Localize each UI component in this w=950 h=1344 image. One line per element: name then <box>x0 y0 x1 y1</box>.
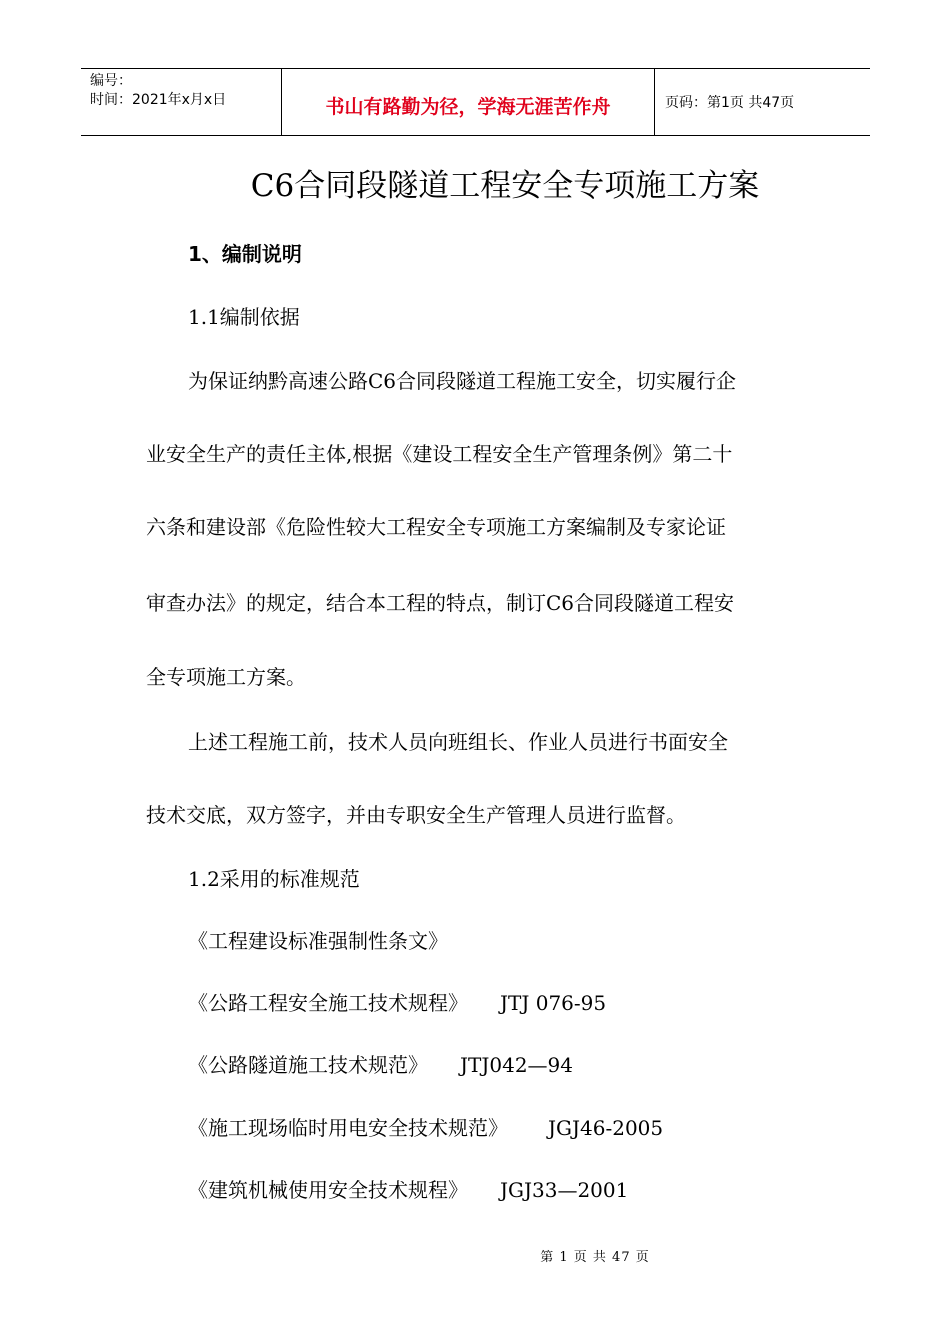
standard-code: JGJ46-2005 <box>548 1116 664 1140</box>
standard-code: JGJ33—2001 <box>500 1178 629 1202</box>
standard-item <box>188 1114 663 1142</box>
document-title: C6合同段隧道工程安全专项施工方案 <box>250 168 760 204</box>
paragraph-line: 全专项施工方案。 <box>146 665 306 689</box>
standard-name: 《公路隧道施工技术规范》 <box>188 1053 428 1077</box>
header-time-label: 时间：2021年x月x日 <box>90 92 227 108</box>
header-code-label: 编号： <box>90 73 132 89</box>
paragraph-line: 业安全生产的责任主体,根据《建设工程安全生产管理条例》第二十 <box>146 442 733 466</box>
paragraph-line: 技术交底，双方签字，并由专职安全生产管理人员进行监督。 <box>146 803 686 827</box>
paragraph-line: 上述工程施工前，技术人员向班组长、作业人员进行书面安全 <box>188 730 728 754</box>
paragraph-line: 六条和建设部《危险性较大工程安全专项施工方案编制及专家论证 <box>146 515 726 539</box>
header-motto: 书山有路勤为径，学海无涯苦作舟 <box>282 69 655 135</box>
standard-item <box>188 927 448 955</box>
standard-item <box>188 1176 628 1204</box>
standard-code: JTJ042—94 <box>460 1053 573 1077</box>
standard-code: JTJ 076-95 <box>500 991 607 1015</box>
page-footer: 第 1 页 共 47 页 <box>540 1250 650 1265</box>
paragraph-line: 审查办法》的规定，结合本工程的特点，制订C6合同段隧道工程安 <box>146 591 735 615</box>
standard-name: 《建筑机械使用安全技术规程》 <box>188 1178 468 1202</box>
document-header <box>81 68 870 136</box>
standard-name: 《施工现场临时用电安全技术规范》 <box>188 1116 508 1140</box>
paragraph-line: 为保证纳黔高速公路C6合同段隧道工程施工安全，切实履行企 <box>188 369 737 393</box>
header-page-label: 页码：第1页 共47页 <box>665 95 795 111</box>
header-meta <box>81 69 282 135</box>
standard-item <box>188 1051 573 1079</box>
standard-name: 《公路工程安全施工技术规程》 <box>188 991 468 1015</box>
standard-name: 《工程建设标准强制性条文》 <box>188 929 448 953</box>
section-1-2-heading: 1.2采用的标准规范 <box>188 867 360 891</box>
section-1-1-heading: 1.1编制依据 <box>188 305 300 329</box>
standard-item <box>188 989 606 1017</box>
section-1-heading: 1、编制说明 <box>188 242 302 266</box>
